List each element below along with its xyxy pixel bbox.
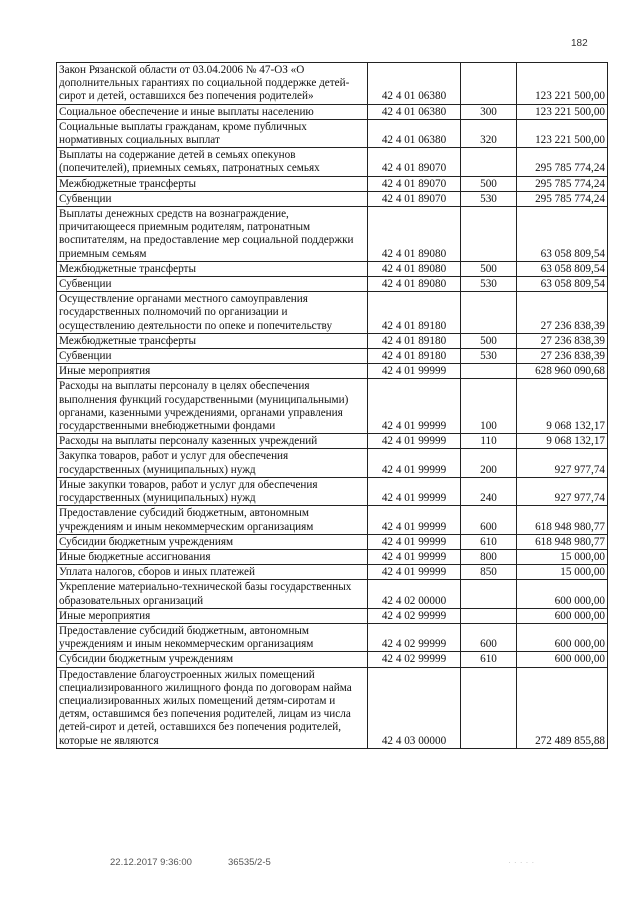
table-row — [57, 261, 608, 276]
table-row — [57, 364, 608, 379]
amount-cell: 628 960 090,68 — [517, 364, 608, 379]
expense-type-cell: 110 — [461, 434, 517, 449]
table-row — [57, 549, 608, 564]
expense-name-cell: Межбюджетные трансферты — [57, 261, 368, 276]
target-code-cell: 42 4 03 00000 — [368, 667, 461, 748]
table-row — [57, 506, 608, 534]
amount-cell: 63 058 809,54 — [517, 207, 608, 262]
expense-name-cell: Иные бюджетные ассигнования — [57, 549, 368, 564]
target-code-cell: 42 4 01 99999 — [368, 477, 461, 505]
target-code-cell: 42 4 01 99999 — [368, 449, 461, 477]
expense-type-cell — [461, 148, 517, 176]
expense-name-cell: Иные мероприятия — [57, 608, 368, 623]
table-row — [57, 667, 608, 748]
expense-type-cell — [461, 292, 517, 334]
expense-name-cell: Осуществление органами местного самоуправления государственных полномочий по организации и осуществлению деятельности по опеке и попечительству — [57, 292, 368, 334]
expense-type-cell — [461, 364, 517, 379]
expense-name-cell: Выплаты на содержание детей в семьях опекунов (попечителей), приемных семьях, патронатных семьях — [57, 148, 368, 176]
amount-cell: 123 221 500,00 — [517, 119, 608, 147]
table-row — [57, 349, 608, 364]
table-row — [57, 104, 608, 119]
expense-name-cell: Выплаты денежных средств на вознаграждение, причитающееся приемным родителям, патронатным воспитателям, на предоставление мер социальной поддержки приемным семьям — [57, 207, 368, 262]
expense-type-cell — [461, 580, 517, 608]
amount-cell: 63 058 809,54 — [517, 277, 608, 292]
expense-type-cell: 500 — [461, 261, 517, 276]
target-code-cell: 42 4 02 99999 — [368, 608, 461, 623]
footer-faint-mark: · · · · · — [508, 857, 535, 868]
expense-type-cell: 610 — [461, 652, 517, 667]
expense-name-cell: Предоставление субсидий бюджетным, автономным учреждениям и иным некоммерческим организациям — [57, 623, 368, 651]
target-code-cell: 42 4 02 00000 — [368, 580, 461, 608]
amount-cell: 9 068 132,17 — [517, 434, 608, 449]
target-code-cell: 42 4 01 89080 — [368, 277, 461, 292]
target-code-cell: 42 4 01 89080 — [368, 261, 461, 276]
table-row — [57, 534, 608, 549]
table-row — [57, 608, 608, 623]
budget-table-body — [57, 63, 608, 749]
amount-cell: 295 785 774,24 — [517, 176, 608, 191]
expense-name-cell: Межбюджетные трансферты — [57, 176, 368, 191]
table-row — [57, 292, 608, 334]
amount-cell: 63 058 809,54 — [517, 261, 608, 276]
footer-print-date: 22.12.2017 9:36:00 — [110, 857, 192, 868]
expense-name-cell: Социальные выплаты гражданам, кроме публичных нормативных социальных выплат — [57, 119, 368, 147]
expense-type-cell: 530 — [461, 349, 517, 364]
expense-type-cell: 500 — [461, 333, 517, 348]
expense-type-cell: 530 — [461, 191, 517, 206]
amount-cell: 15 000,00 — [517, 549, 608, 564]
table-row — [57, 379, 608, 434]
budget-table — [56, 62, 608, 749]
table-row — [57, 119, 608, 147]
expense-name-cell: Межбюджетные трансферты — [57, 333, 368, 348]
table-row — [57, 477, 608, 505]
target-code-cell: 42 4 01 89080 — [368, 207, 461, 262]
target-code-cell: 42 4 01 89180 — [368, 349, 461, 364]
amount-cell: 600 000,00 — [517, 608, 608, 623]
expense-name-cell: Социальное обеспечение и иные выплаты населению — [57, 104, 368, 119]
expense-name-cell: Уплата налогов, сборов и иных платежей — [57, 565, 368, 580]
expense-type-cell — [461, 63, 517, 105]
expense-name-cell: Субсидии бюджетным учреждениям — [57, 652, 368, 667]
target-code-cell: 42 4 01 89070 — [368, 176, 461, 191]
amount-cell: 9 068 132,17 — [517, 379, 608, 434]
target-code-cell: 42 4 01 99999 — [368, 565, 461, 580]
amount-cell: 27 236 838,39 — [517, 333, 608, 348]
expense-type-cell: 500 — [461, 176, 517, 191]
target-code-cell: 42 4 01 99999 — [368, 364, 461, 379]
expense-type-cell: 600 — [461, 623, 517, 651]
expense-type-cell: 530 — [461, 277, 517, 292]
expense-type-cell: 800 — [461, 549, 517, 564]
amount-cell: 27 236 838,39 — [517, 349, 608, 364]
table-row — [57, 148, 608, 176]
expense-type-cell: 200 — [461, 449, 517, 477]
expense-name-cell: Укрепление материально-технической базы государственных образовательных организаций — [57, 580, 368, 608]
expense-type-cell: 600 — [461, 506, 517, 534]
amount-cell: 272 489 855,88 — [517, 667, 608, 748]
target-code-cell: 42 4 01 99999 — [368, 549, 461, 564]
expense-name-cell: Предоставление субсидий бюджетным, автономным учреждениям и иным некоммерческим организациям — [57, 506, 368, 534]
expense-type-cell: 100 — [461, 379, 517, 434]
amount-cell: 618 948 980,77 — [517, 506, 608, 534]
expense-type-cell: 610 — [461, 534, 517, 549]
table-row — [57, 207, 608, 262]
expense-type-cell: 300 — [461, 104, 517, 119]
expense-name-cell: Расходы на выплаты персоналу в целях обеспечения выполнения функций государственными (муниципальными) органами, казенными учреждениями, органами управления государственными внебюджетными фондами — [57, 379, 368, 434]
expense-name-cell: Субвенции — [57, 277, 368, 292]
target-code-cell: 42 4 01 99999 — [368, 506, 461, 534]
table-row — [57, 333, 608, 348]
target-code-cell: 42 4 01 89070 — [368, 191, 461, 206]
target-code-cell: 42 4 01 99999 — [368, 534, 461, 549]
table-row — [57, 277, 608, 292]
expense-name-cell: Субвенции — [57, 349, 368, 364]
target-code-cell: 42 4 02 99999 — [368, 652, 461, 667]
expense-type-cell: 320 — [461, 119, 517, 147]
amount-cell: 927 977,74 — [517, 449, 608, 477]
target-code-cell: 42 4 01 06380 — [368, 119, 461, 147]
table-row — [57, 652, 608, 667]
target-code-cell: 42 4 01 06380 — [368, 63, 461, 105]
table-row — [57, 63, 608, 105]
table-row — [57, 191, 608, 206]
table-row — [57, 623, 608, 651]
expense-type-cell — [461, 608, 517, 623]
expense-type-cell — [461, 207, 517, 262]
expense-name-cell: Иные закупки товаров, работ и услуг для обеспечения государственных (муниципальных) нужд — [57, 477, 368, 505]
amount-cell: 27 236 838,39 — [517, 292, 608, 334]
amount-cell: 600 000,00 — [517, 623, 608, 651]
expense-type-cell: 240 — [461, 477, 517, 505]
amount-cell: 123 221 500,00 — [517, 63, 608, 105]
expense-name-cell: Предоставление благоустроенных жилых помещений специализированного жилищного фонда по договорам найма специализированных жилых помещений детям-сиротам и детям, оставшимся без попечения родителей, лицам из числа детей-сирот и детей, оставшихся без попечения родителей, которые не являются — [57, 667, 368, 748]
target-code-cell: 42 4 01 99999 — [368, 379, 461, 434]
table-row — [57, 434, 608, 449]
amount-cell: 927 977,74 — [517, 477, 608, 505]
table-row — [57, 176, 608, 191]
amount-cell: 600 000,00 — [517, 580, 608, 608]
page-number: 182 — [571, 38, 588, 49]
amount-cell: 618 948 980,77 — [517, 534, 608, 549]
expense-name-cell: Иные мероприятия — [57, 364, 368, 379]
footer-document-code: 36535/2-5 — [228, 857, 271, 868]
target-code-cell: 42 4 01 89180 — [368, 333, 461, 348]
target-code-cell: 42 4 02 99999 — [368, 623, 461, 651]
expense-name-cell: Расходы на выплаты персоналу казенных учреждений — [57, 434, 368, 449]
target-code-cell: 42 4 01 89180 — [368, 292, 461, 334]
amount-cell: 295 785 774,24 — [517, 148, 608, 176]
expense-type-cell: 850 — [461, 565, 517, 580]
expense-name-cell: Субвенции — [57, 191, 368, 206]
expense-type-cell — [461, 667, 517, 748]
target-code-cell: 42 4 01 99999 — [368, 434, 461, 449]
table-row — [57, 565, 608, 580]
expense-name-cell: Закон Рязанской области от 03.04.2006 № 47-ОЗ «О дополнительных гарантиях по социальной поддержке детей-сирот и детей, оставшихся без попечения родителей» — [57, 63, 368, 105]
amount-cell: 15 000,00 — [517, 565, 608, 580]
table-row — [57, 580, 608, 608]
amount-cell: 123 221 500,00 — [517, 104, 608, 119]
expense-name-cell: Закупка товаров, работ и услуг для обеспечения государственных (муниципальных) нужд — [57, 449, 368, 477]
amount-cell: 600 000,00 — [517, 652, 608, 667]
target-code-cell: 42 4 01 89070 — [368, 148, 461, 176]
expense-name-cell: Субсидии бюджетным учреждениям — [57, 534, 368, 549]
table-row — [57, 449, 608, 477]
target-code-cell: 42 4 01 06380 — [368, 104, 461, 119]
amount-cell: 295 785 774,24 — [517, 191, 608, 206]
